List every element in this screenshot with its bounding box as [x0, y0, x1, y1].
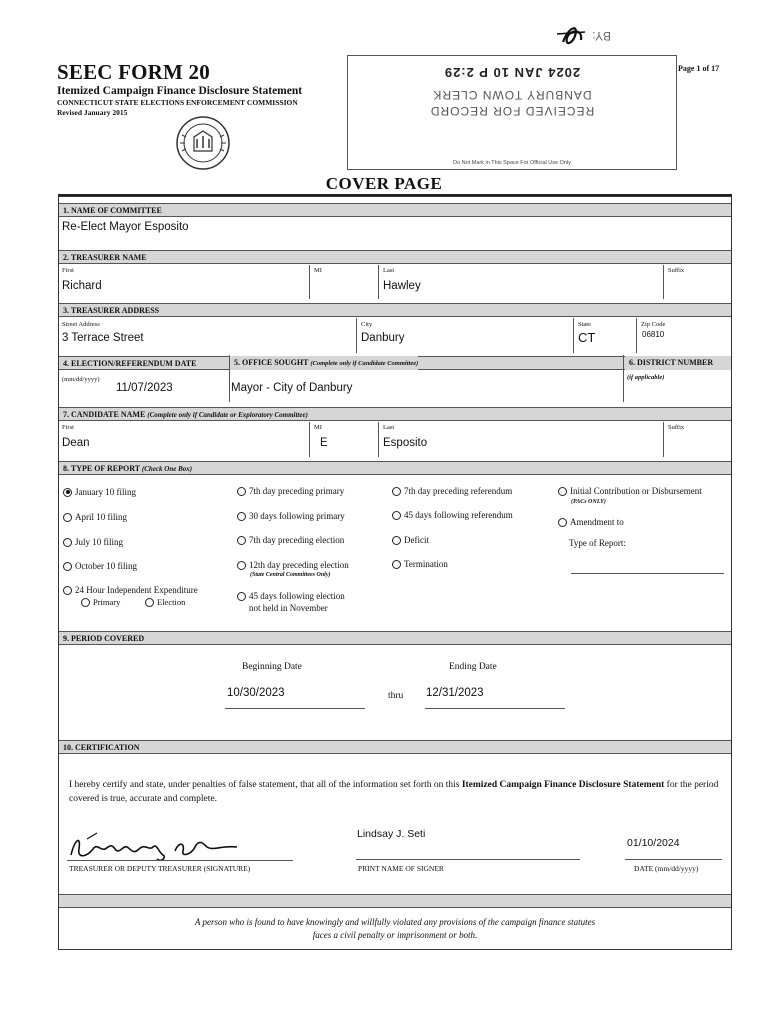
radio-empty-icon — [392, 560, 401, 569]
divider — [573, 318, 574, 353]
radio-label: Termination — [404, 559, 448, 569]
section-committee-header: 1. NAME OF COMMITTEE — [59, 203, 731, 217]
radio-label: 45 days following election — [249, 591, 345, 601]
radio-label: Election — [157, 597, 186, 607]
radio-empty-icon — [558, 518, 567, 527]
radio-empty-icon — [237, 487, 246, 496]
treasurer-suffix-label: Suffix — [668, 267, 685, 274]
beginning-date-label: Beginning Date — [242, 662, 302, 672]
office-sought-note: (Complete only if Candidate Committee) — [310, 360, 419, 367]
candidate-last-label: Last — [383, 424, 395, 431]
signature-label: TREASURER OR DEPUTY TREASURER (SIGNATURE) — [69, 864, 251, 873]
street-field[interactable]: 3 Terrace Street — [62, 332, 144, 344]
radio-empty-icon — [81, 598, 90, 607]
candidate-suffix-label: Suffix — [668, 424, 685, 431]
radio-45-following-referendum[interactable] — [392, 510, 513, 520]
radio-deficit[interactable] — [392, 535, 429, 545]
divider — [309, 422, 310, 457]
not-held-november-label: not held in November — [249, 603, 328, 613]
radio-label: January 10 filing — [75, 487, 136, 497]
radio-label: 24 Hour Independent Expenditure — [75, 585, 198, 595]
divider — [229, 355, 230, 402]
pacs-only-note: (PACs ONLY) — [571, 499, 606, 505]
ending-date-field[interactable]: 12/31/2023 — [426, 687, 484, 699]
initials-mark — [555, 20, 615, 50]
radio-selected-icon — [63, 488, 72, 497]
thru-label: thru — [388, 691, 404, 701]
radio-label: July 10 filing — [75, 537, 124, 547]
print-name-label: PRINT NAME OF SIGNER — [358, 864, 444, 873]
radio-label: 12th day preceding election — [249, 560, 349, 570]
signature-line — [67, 860, 293, 861]
beginning-date-line — [225, 708, 365, 709]
radio-empty-icon — [63, 538, 72, 547]
candidate-name-header: 7. CANDIDATE NAME — [63, 410, 146, 419]
radio-empty-icon — [237, 536, 246, 545]
form-subtitle: Itemized Campaign Finance Disclosure Statement — [57, 85, 303, 97]
radio-empty-icon — [237, 592, 246, 601]
radio-30-following-primary[interactable] — [237, 511, 345, 521]
beginning-date-field[interactable]: 10/30/2023 — [227, 687, 285, 699]
radio-july-10[interactable] — [63, 537, 123, 547]
candidate-last-field[interactable]: Esposito — [383, 437, 428, 449]
city-field[interactable]: Danbury — [361, 332, 405, 344]
divider — [663, 422, 664, 457]
radio-empty-icon — [237, 512, 246, 521]
treasurer-first-label: First — [62, 267, 74, 274]
state-seal-icon — [170, 115, 236, 171]
radio-label: 7th day preceding referendum — [404, 486, 513, 496]
divider — [309, 265, 310, 299]
zip-label: Zip Code — [641, 321, 666, 328]
treasurer-first-field[interactable]: Richard — [62, 280, 102, 292]
divider — [378, 422, 379, 457]
penalty-notice-line2: faces a civil penalty or imprisonment or both. — [312, 930, 478, 940]
office-sought-header: 5. OFFICE SOUGHT — [234, 358, 309, 367]
section-report-type-header — [59, 461, 731, 475]
election-date-header: 4. ELECTION/REFERENDUM DATE — [63, 359, 197, 368]
radio-initial-contribution[interactable] — [558, 486, 702, 496]
radio-termination[interactable] — [392, 559, 448, 569]
district-note: (if applicable) — [627, 374, 665, 381]
radio-7th-preceding-election[interactable] — [237, 535, 344, 545]
report-type-note: (Check One Box) — [141, 465, 193, 473]
radio-label: 45 days following referendum — [404, 510, 513, 520]
radio-label: Primary — [93, 597, 121, 607]
candidate-mi-label: MI — [314, 424, 322, 431]
radio-24-hour-election[interactable] — [145, 597, 185, 607]
committee-name-field[interactable]: Re-Elect Mayor Esposito — [62, 221, 189, 233]
date-label: DATE (mm/dd/yyyy) — [634, 864, 699, 873]
radio-label: October 10 filing — [75, 561, 137, 571]
form-title: SEEC FORM 20 — [57, 60, 210, 84]
certification-form-name: Itemized Campaign Finance Disclosure Statement — [461, 780, 665, 790]
street-label: Street Address — [62, 321, 100, 328]
section-treasurer-address-header: 3. TREASURER ADDRESS — [59, 303, 731, 317]
city-label: City — [361, 321, 373, 328]
section-period-header: 9. PERIOD COVERED — [59, 631, 731, 645]
radio-january-10[interactable] — [63, 487, 136, 497]
footer-band — [59, 894, 731, 908]
revision-date: Revised January 2015 — [57, 108, 128, 117]
certification-text-end: for the period covered is true, accurate and complete. — [69, 780, 719, 804]
state-field[interactable]: CT — [578, 330, 596, 345]
state-central-note: (State Central Committees Only) — [250, 572, 331, 578]
signature-date-field[interactable]: 01/10/2024 — [627, 837, 680, 849]
radio-label: Deficit — [404, 535, 429, 545]
divider — [356, 318, 357, 353]
state-label: State — [578, 321, 591, 328]
ending-date-line — [425, 708, 565, 709]
type-of-report-label: Type of Report: — [569, 538, 626, 548]
received-stamp-record: RECEIVED FOR RECORD — [429, 104, 595, 118]
radio-24-hour-primary[interactable] — [81, 597, 120, 607]
radio-label: Amendment to — [570, 517, 624, 527]
radio-empty-icon — [63, 586, 72, 595]
commission-name: CONNECTICUT STATE ELECTIONS ENFORCEMENT COMMISSION — [57, 98, 298, 107]
radio-empty-icon — [237, 561, 246, 570]
office-sought-field[interactable]: Mayor - City of Danbury — [231, 382, 353, 394]
radio-empty-icon — [63, 513, 72, 522]
treasurer-last-field[interactable]: Hawley — [383, 280, 421, 292]
svg-text:BY:: BY: — [592, 29, 611, 43]
divider — [636, 318, 637, 353]
radio-7th-preceding-primary[interactable] — [237, 486, 344, 496]
certification-text: I hereby certify and state, under penalties of false statement, that all of the information set forth on this — [69, 780, 462, 790]
radio-empty-icon — [392, 487, 401, 496]
office-sought-header-cell — [230, 356, 418, 370]
district-header: 6. DISTRICT NUMBER — [625, 356, 731, 370]
radio-label: 30 days following primary — [249, 511, 345, 521]
radio-45-following-election[interactable] — [237, 591, 345, 601]
penalty-notice-line1: A person who is found to have knowingly and willfully violated any provisions of the campaign finance statutes — [194, 917, 596, 927]
radio-empty-icon — [392, 536, 401, 545]
treasurer-mi-label: MI — [314, 267, 322, 274]
radio-october-10[interactable] — [63, 561, 137, 571]
certification-statement — [69, 778, 719, 806]
section-treasurer-name-header: 2. TREASURER NAME — [59, 250, 731, 264]
radio-amendment[interactable] — [558, 517, 624, 527]
election-date-format: (mm/dd/yyyy) — [62, 376, 100, 383]
print-name-field[interactable]: Lindsay J. Seti — [357, 828, 426, 840]
cover-form — [58, 196, 732, 950]
radio-empty-icon — [392, 511, 401, 520]
section-candidate-header — [59, 407, 731, 421]
radio-12th-preceding-election[interactable] — [237, 560, 349, 570]
candidate-first-label: First — [62, 424, 74, 431]
divider — [663, 265, 664, 299]
radio-empty-icon — [63, 562, 72, 571]
print-name-line — [356, 859, 580, 860]
candidate-first-field[interactable]: Dean — [62, 437, 90, 449]
official-use-note: Do Not Mark in This Space For Official Use Only — [453, 160, 571, 166]
page-number: Page 1 of 17 — [678, 64, 720, 73]
divider — [378, 265, 379, 299]
zip-field[interactable]: 06810 — [642, 330, 665, 339]
received-stamp-clerk: DANBURY TOWN CLERK — [432, 88, 592, 102]
section-certification-header: 10. CERTIFICATION — [59, 740, 731, 754]
candidate-mi-field[interactable]: E — [320, 437, 328, 449]
radio-label: 7th day preceding election — [249, 535, 345, 545]
radio-empty-icon — [145, 598, 154, 607]
radio-label: Initial Contribution or Disbursement — [570, 486, 702, 496]
treasurer-last-label: Last — [383, 267, 395, 274]
candidate-name-note: (Complete only if Candidate or Exploratory Committee) — [147, 411, 308, 419]
election-date-field[interactable]: 11/07/2023 — [116, 382, 173, 394]
amendment-type-line[interactable] — [571, 573, 724, 574]
official-use-box — [347, 55, 677, 170]
radio-24-hour-expenditure[interactable] — [63, 585, 198, 595]
radio-empty-icon — [558, 487, 567, 496]
divider — [623, 355, 624, 402]
ending-date-label: Ending Date — [449, 662, 497, 672]
radio-label: 7th day preceding primary — [249, 486, 345, 496]
cover-page-title: COVER PAGE — [325, 174, 443, 193]
radio-label: April 10 filing — [75, 512, 127, 522]
report-type-header: 8. TYPE OF REPORT — [63, 464, 140, 473]
received-stamp-date: 2024 JAN 10 P 2:29 — [443, 65, 581, 80]
radio-april-10[interactable] — [63, 512, 127, 522]
date-line — [625, 859, 722, 860]
radio-7th-preceding-referendum[interactable] — [392, 486, 512, 496]
